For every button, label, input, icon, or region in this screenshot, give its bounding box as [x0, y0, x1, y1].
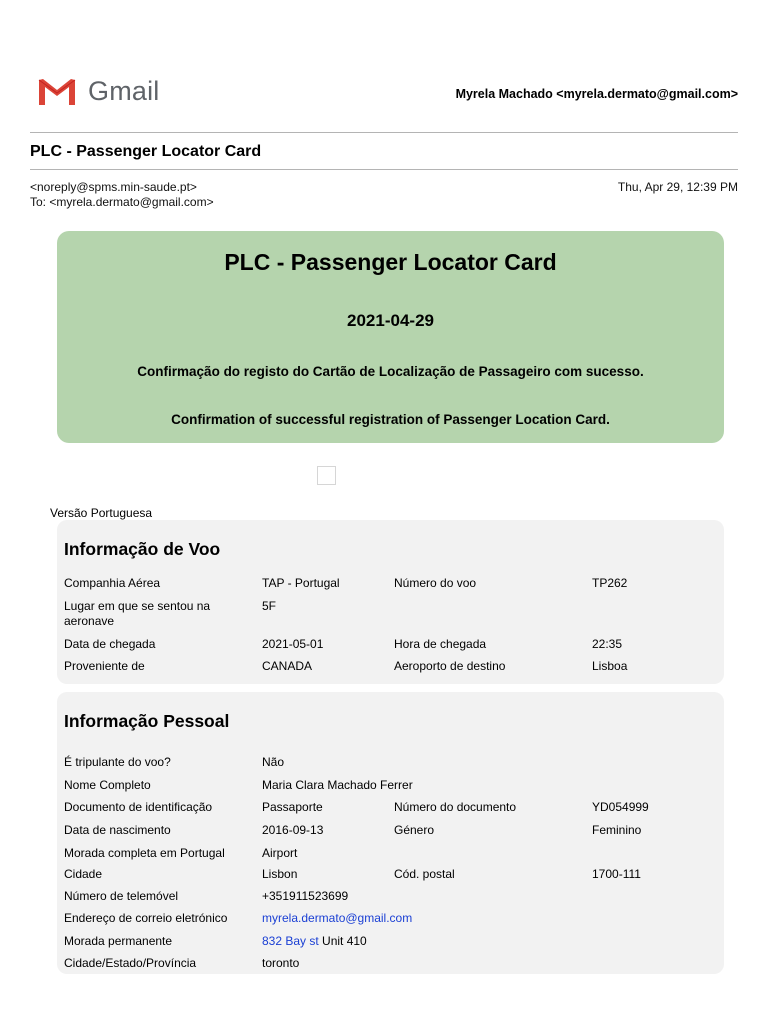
portugal-address-value: Airport [262, 846, 298, 860]
origin-value: CANADA [262, 659, 313, 673]
crew-label: É tripulante do voo? [64, 755, 171, 769]
id-document-label: Documento de identificação [64, 800, 213, 814]
phone-label: Número de telemóvel [64, 889, 179, 903]
banner-confirm-en: Confirmation of successful registration of Passenger Location Card. [171, 412, 610, 427]
email-meta [30, 180, 738, 210]
id-document-value: Passaporte [262, 800, 323, 814]
seat-value: 5F [262, 599, 277, 613]
state-value: toronto [262, 956, 300, 970]
birth-date-value: 2016-09-13 [262, 823, 324, 837]
personal-info-section [57, 692, 724, 974]
document-number-label: Número do documento [394, 800, 517, 814]
flight-number-value: TP262 [592, 576, 628, 590]
document-number-value: YD054999 [592, 800, 649, 814]
personal-info-heading: Informação Pessoal [64, 711, 230, 731]
airline-label: Companhia Aérea [64, 576, 161, 590]
flight-info-section [57, 520, 724, 684]
phone-value: +351911523699 [262, 889, 349, 903]
gmail-header [36, 74, 738, 114]
image-placeholder [317, 466, 336, 485]
state-label: Cidade/Estado/Província [64, 956, 197, 970]
email-label: Endereço de correio eletrónico [64, 911, 228, 925]
full-name-value: Maria Clara Machado Ferrer [262, 778, 413, 792]
gmail-m-icon [36, 74, 78, 108]
divider-top [30, 132, 738, 133]
arrival-time-label: Hora de chegada [394, 637, 487, 651]
banner-confirm-pt: Confirmação do registo do Cartão de Localização de Passageiro com sucesso. [137, 364, 644, 379]
permanent-address-link[interactable]: 832 Bay st [262, 934, 319, 948]
recipient: To: <myrela.dermato@gmail.com> [30, 195, 214, 209]
city-value: Lisbon [262, 867, 298, 881]
flight-info-heading: Informação de Voo [64, 539, 221, 559]
airline-value: TAP - Portugal [262, 576, 340, 590]
destination-value: Lisboa [592, 659, 628, 673]
permanent-address-value [262, 934, 367, 949]
version-label: Versão Portuguesa [50, 506, 153, 520]
email-link[interactable]: myrela.dermato@gmail.com [262, 911, 413, 925]
email-subject: PLC - Passenger Locator Card [30, 143, 262, 160]
crew-value: Não [262, 755, 285, 769]
confirmation-banner [57, 231, 724, 443]
city-label: Cidade [64, 867, 103, 881]
destination-label: Aeroporto de destino [394, 659, 506, 673]
divider-subject [30, 169, 738, 170]
gmail-logo-text: Gmail [88, 75, 160, 106]
origin-label: Proveniente de [64, 659, 145, 673]
arrival-date-value: 2021-05-01 [262, 637, 324, 651]
birth-date-label: Data de nascimento [64, 823, 171, 837]
seat-label: Lugar em que se sentou na aeronave [64, 599, 211, 628]
flight-number-label: Número do voo [394, 576, 477, 590]
sender: <noreply@spms.min-saude.pt> [30, 180, 197, 194]
account-name: Myrela Machado <myrela.dermato@gmail.com> [455, 87, 738, 101]
permanent-address-label: Morada permanente [64, 934, 173, 948]
postal-code-value: 1700-111 [592, 867, 641, 881]
arrival-time-value: 22:35 [592, 637, 623, 651]
gender-value: Feminino [592, 823, 642, 837]
banner-title: PLC - Passenger Locator Card [224, 249, 557, 275]
permanent-address-unit: Unit 410 [318, 934, 367, 948]
postal-code-label: Cód. postal [394, 867, 455, 881]
email-date: Thu, Apr 29, 12:39 PM [617, 180, 738, 194]
arrival-date-label: Data de chegada [64, 637, 156, 651]
gender-label: Género [394, 823, 435, 837]
banner-date: 2021-04-29 [347, 311, 434, 330]
portugal-address-label: Morada completa em Portugal [64, 846, 225, 860]
gmail-logo [36, 74, 160, 108]
full-name-label: Nome Completo [64, 778, 151, 792]
